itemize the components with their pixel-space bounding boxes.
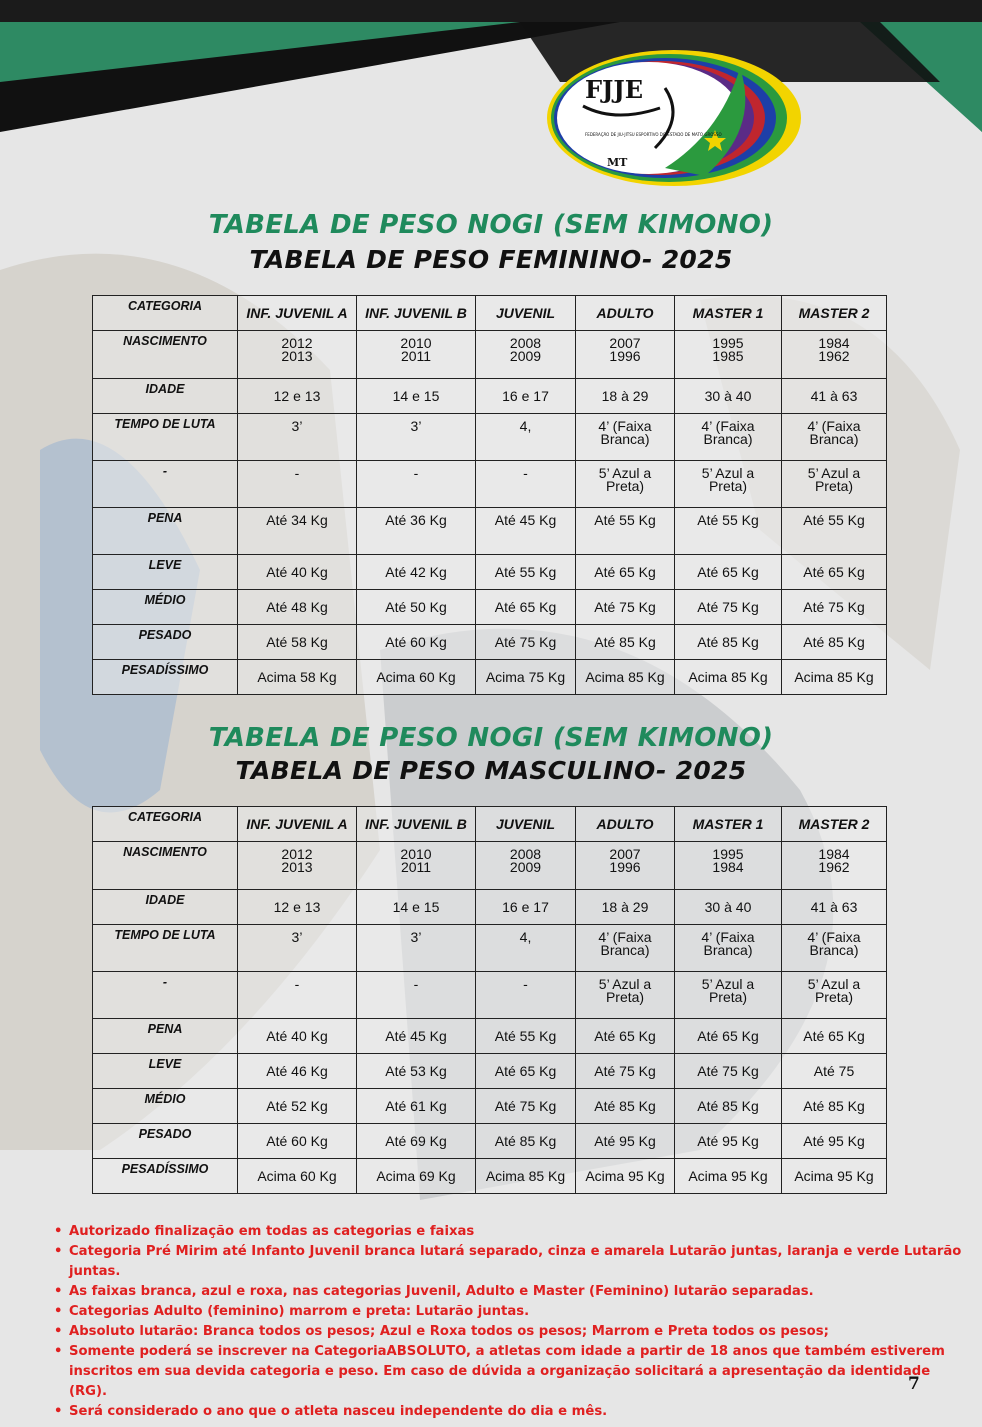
table-cell: 2008 2009 bbox=[476, 331, 576, 379]
table-cell: Até 85 Kg bbox=[782, 1089, 887, 1124]
row-label: NASCIMENTO bbox=[93, 842, 238, 890]
table-cell: Até 65 Kg bbox=[576, 555, 675, 590]
table-cell: 30 à 40 bbox=[675, 379, 782, 414]
table-cell: 1984 1962 bbox=[782, 842, 887, 890]
table-cell: Até 75 Kg bbox=[675, 590, 782, 625]
row-label: NASCIMENTO bbox=[93, 331, 238, 379]
table-cell: 3’ bbox=[238, 414, 357, 461]
row-label: MÉDIO bbox=[93, 590, 238, 625]
female-title-green: TABELA DE PESO NOGI (SEM KIMONO) bbox=[208, 210, 774, 240]
table-row bbox=[93, 925, 887, 972]
row-label: PESADÍSSIMO bbox=[93, 1159, 238, 1194]
male-weight-table bbox=[92, 806, 887, 1194]
table-cell: Até 95 Kg bbox=[576, 1124, 675, 1159]
table-cell: 5’ Azul a Preta) bbox=[576, 461, 675, 508]
header-cell: MASTER 2 bbox=[782, 807, 887, 842]
table-cell: 16 e 17 bbox=[476, 890, 576, 925]
page-number: 7 bbox=[908, 1374, 920, 1394]
table-cell: 2010 2011 bbox=[357, 331, 476, 379]
header-cell: INF. JUVENIL A bbox=[238, 807, 357, 842]
table-cell: Até 95 Kg bbox=[782, 1124, 887, 1159]
table-cell: Até 85 Kg bbox=[576, 1089, 675, 1124]
list-item: • Somente poderá se inscrever na CategoriaABSOLUTO, a atletas com idade a partir de 18 anos que também estiverem inscritos em sua devida categoria e peso. Em caso de dúvida a organização solicitará a apresentação da identidade (RG). bbox=[52, 1342, 962, 1402]
svg-text:FJJE: FJJE bbox=[585, 75, 644, 104]
row-label: LEVE bbox=[93, 1054, 238, 1089]
table-row bbox=[93, 590, 887, 625]
table-cell: 2012 2013 bbox=[238, 842, 357, 890]
table-cell: 2010 2011 bbox=[357, 842, 476, 890]
list-item: • Absoluto lutarão: Branca todos os pesos; Azul e Roxa todos os pesos; Marrom e Preta todos os pesos; bbox=[52, 1322, 962, 1342]
table-cell: 5’ Azul a Preta) bbox=[675, 461, 782, 508]
table-cell: 4, bbox=[476, 414, 576, 461]
table-cell: - bbox=[357, 972, 476, 1019]
table-row bbox=[93, 414, 887, 461]
header-cell: INF. JUVENIL A bbox=[238, 296, 357, 331]
table-cell: - bbox=[238, 461, 357, 508]
table-cell: 41 à 63 bbox=[782, 379, 887, 414]
female-title-black: TABELA DE PESO FEMININO- 2025 bbox=[249, 245, 733, 274]
table-cell: Até 53 Kg bbox=[357, 1054, 476, 1089]
table-cell: Até 65 Kg bbox=[675, 1019, 782, 1054]
table-cell: Acima 85 Kg bbox=[476, 1159, 576, 1194]
table-cell: Até 65 Kg bbox=[782, 1019, 887, 1054]
table-cell: Acima 75 Kg bbox=[476, 660, 576, 695]
row-label: MÉDIO bbox=[93, 1089, 238, 1124]
table-cell: 14 e 15 bbox=[357, 890, 476, 925]
table-cell: Até 69 Kg bbox=[357, 1124, 476, 1159]
rules-notes-list bbox=[52, 1222, 962, 1422]
table-cell: 4’ (Faixa Branca) bbox=[576, 925, 675, 972]
table-cell: 5’ Azul a Preta) bbox=[782, 972, 887, 1019]
table-cell: Até 85 Kg bbox=[476, 1124, 576, 1159]
table-row bbox=[93, 1054, 887, 1089]
list-item: • Categoria Pré Mirim até Infanto Juvenil branca lutará separado, cinza e amarela Lutarão juntas, laranja e verde Lutarão juntas. bbox=[52, 1242, 962, 1282]
table-cell: 5’ Azul a Preta) bbox=[675, 972, 782, 1019]
row-label: PENA bbox=[93, 1019, 238, 1054]
table-row bbox=[93, 842, 887, 890]
table-cell: Acima 95 Kg bbox=[576, 1159, 675, 1194]
row-label: PESADO bbox=[93, 625, 238, 660]
table-cell: 2007 1996 bbox=[576, 842, 675, 890]
table-cell: Acima 60 Kg bbox=[357, 660, 476, 695]
table-cell: Acima 58 Kg bbox=[238, 660, 357, 695]
table-cell: Até 75 Kg bbox=[576, 1054, 675, 1089]
female-weight-table bbox=[92, 295, 887, 695]
header-cell: CATEGORIA bbox=[93, 807, 238, 842]
table-row bbox=[93, 1124, 887, 1159]
table-cell: Até 85 Kg bbox=[576, 625, 675, 660]
table-cell: 5’ Azul a Preta) bbox=[782, 461, 887, 508]
header-cell: CATEGORIA bbox=[93, 296, 238, 331]
table-cell: 16 e 17 bbox=[476, 379, 576, 414]
table-cell: Até 75 Kg bbox=[476, 625, 576, 660]
table-row bbox=[93, 461, 887, 508]
table-cell: Até 58 Kg bbox=[238, 625, 357, 660]
table-cell: Até 50 Kg bbox=[357, 590, 476, 625]
header-cell: ADULTO bbox=[576, 296, 675, 331]
row-label: IDADE bbox=[93, 890, 238, 925]
table-cell: 41 à 63 bbox=[782, 890, 887, 925]
list-item: • As faixas branca, azul e roxa, nas categorias Juvenil, Adulto e Master (Feminino) lutarão separadas. bbox=[52, 1282, 962, 1302]
table-cell: 4, bbox=[476, 925, 576, 972]
table-cell: Até 75 Kg bbox=[476, 1089, 576, 1124]
table-cell: Até 65 Kg bbox=[576, 1019, 675, 1054]
table-row bbox=[93, 890, 887, 925]
male-title-black: TABELA DE PESO MASCULINO- 2025 bbox=[235, 756, 747, 785]
table-cell: Até 60 Kg bbox=[357, 625, 476, 660]
header-cell: MASTER 1 bbox=[675, 807, 782, 842]
header-cell: ADULTO bbox=[576, 807, 675, 842]
table-cell: Acima 85 Kg bbox=[782, 660, 887, 695]
table-cell: 2007 1996 bbox=[576, 331, 675, 379]
table-cell: Até 55 Kg bbox=[576, 508, 675, 555]
header-cell: INF. JUVENIL B bbox=[357, 296, 476, 331]
table-cell: Até 52 Kg bbox=[238, 1089, 357, 1124]
table-cell: Acima 85 Kg bbox=[576, 660, 675, 695]
male-title-green: TABELA DE PESO NOGI (SEM KIMONO) bbox=[208, 723, 774, 753]
table-row bbox=[93, 625, 887, 660]
table-cell: 4’ (Faixa Branca) bbox=[675, 414, 782, 461]
header-cell: MASTER 2 bbox=[782, 296, 887, 331]
table-row bbox=[93, 379, 887, 414]
list-item: • Autorizado finalização em todas as categorias e faixas bbox=[52, 1222, 962, 1242]
table-cell: Até 40 Kg bbox=[238, 555, 357, 590]
table-cell: Até 55 Kg bbox=[476, 555, 576, 590]
row-label: TEMPO DE LUTA bbox=[93, 414, 238, 461]
table-cell: Até 48 Kg bbox=[238, 590, 357, 625]
table-cell: 3’ bbox=[357, 414, 476, 461]
table-cell: Até 45 Kg bbox=[476, 508, 576, 555]
table-cell: Até 42 Kg bbox=[357, 555, 476, 590]
table-cell: Até 75 bbox=[782, 1054, 887, 1089]
table-cell: 18 à 29 bbox=[576, 890, 675, 925]
table-cell: 3’ bbox=[238, 925, 357, 972]
table-cell: 30 à 40 bbox=[675, 890, 782, 925]
table-cell: Até 55 Kg bbox=[476, 1019, 576, 1054]
table-cell: 12 e 13 bbox=[238, 890, 357, 925]
table-cell: 12 e 13 bbox=[238, 379, 357, 414]
table-row bbox=[93, 1019, 887, 1054]
table-cell: 4’ (Faixa Branca) bbox=[576, 414, 675, 461]
svg-text:FEDERAÇÃO DE JIU-JITSU ESPORTI: FEDERAÇÃO DE JIU-JITSU ESPORTIVO DO ESTADO DE MATO GROSSO bbox=[585, 132, 722, 137]
table-cell: Até 36 Kg bbox=[357, 508, 476, 555]
svg-text:MT: MT bbox=[607, 156, 628, 169]
table-cell: 1984 1962 bbox=[782, 331, 887, 379]
table-cell: 5’ Azul a Preta) bbox=[576, 972, 675, 1019]
table-row bbox=[93, 508, 887, 555]
table-cell: Até 45 Kg bbox=[357, 1019, 476, 1054]
table-cell: Até 85 Kg bbox=[675, 1089, 782, 1124]
table-cell: Até 61 Kg bbox=[357, 1089, 476, 1124]
table-cell: Acima 85 Kg bbox=[675, 660, 782, 695]
table-cell: Acima 95 Kg bbox=[675, 1159, 782, 1194]
table-cell: Até 46 Kg bbox=[238, 1054, 357, 1089]
table-cell: 2012 2013 bbox=[238, 331, 357, 379]
table-row bbox=[93, 972, 887, 1019]
table-cell: Até 75 Kg bbox=[675, 1054, 782, 1089]
table-cell: Até 55 Kg bbox=[675, 508, 782, 555]
row-label: - bbox=[93, 972, 238, 1019]
table-row bbox=[93, 555, 887, 590]
list-item: • Será considerado o ano que o atleta nasceu independente do dia e mês. bbox=[52, 1402, 962, 1422]
table-header-row bbox=[93, 296, 887, 331]
table-cell: - bbox=[357, 461, 476, 508]
table-header-row bbox=[93, 807, 887, 842]
list-item: • Categorias Adulto (feminino) marrom e preta: Lutarão juntas. bbox=[52, 1302, 962, 1322]
table-cell: 1995 1984 bbox=[675, 842, 782, 890]
row-label: IDADE bbox=[93, 379, 238, 414]
table-cell: Acima 60 Kg bbox=[238, 1159, 357, 1194]
table-cell: Acima 95 Kg bbox=[782, 1159, 887, 1194]
table-cell: Até 34 Kg bbox=[238, 508, 357, 555]
table-cell: 4’ (Faixa Branca) bbox=[675, 925, 782, 972]
table-row bbox=[93, 660, 887, 695]
row-label: TEMPO DE LUTA bbox=[93, 925, 238, 972]
header-cell: JUVENIL bbox=[476, 296, 576, 331]
table-cell: Até 75 Kg bbox=[576, 590, 675, 625]
table-cell: Até 65 Kg bbox=[675, 555, 782, 590]
table-cell: Até 65 Kg bbox=[476, 590, 576, 625]
table-cell: 14 e 15 bbox=[357, 379, 476, 414]
table-cell: 1995 1985 bbox=[675, 331, 782, 379]
table-cell: Até 65 Kg bbox=[782, 555, 887, 590]
row-label: PESADÍSSIMO bbox=[93, 660, 238, 695]
table-cell: Até 85 Kg bbox=[675, 625, 782, 660]
table-row bbox=[93, 1159, 887, 1194]
table-cell: - bbox=[238, 972, 357, 1019]
header-cell: INF. JUVENIL B bbox=[357, 807, 476, 842]
table-cell: Até 75 Kg bbox=[782, 590, 887, 625]
table-cell: Até 95 Kg bbox=[675, 1124, 782, 1159]
table-cell: 2008 2009 bbox=[476, 842, 576, 890]
table-cell: 4’ (Faixa Branca) bbox=[782, 925, 887, 972]
header-cell: MASTER 1 bbox=[675, 296, 782, 331]
row-label: PESADO bbox=[93, 1124, 238, 1159]
table-cell: Até 40 Kg bbox=[238, 1019, 357, 1054]
row-label: PENA bbox=[93, 508, 238, 555]
row-label: LEVE bbox=[93, 555, 238, 590]
table-row bbox=[93, 1089, 887, 1124]
fjje-logo bbox=[545, 48, 803, 188]
top-dark-bar bbox=[0, 0, 982, 22]
table-cell: Até 65 Kg bbox=[476, 1054, 576, 1089]
row-label: - bbox=[93, 461, 238, 508]
table-cell: Até 55 Kg bbox=[782, 508, 887, 555]
table-cell: 18 à 29 bbox=[576, 379, 675, 414]
table-cell: 4’ (Faixa Branca) bbox=[782, 414, 887, 461]
table-cell: Até 85 Kg bbox=[782, 625, 887, 660]
table-row bbox=[93, 331, 887, 379]
table-cell: 3’ bbox=[357, 925, 476, 972]
table-cell: Até 60 Kg bbox=[238, 1124, 357, 1159]
table-cell: - bbox=[476, 972, 576, 1019]
table-cell: - bbox=[476, 461, 576, 508]
table-cell: Acima 69 Kg bbox=[357, 1159, 476, 1194]
header-cell: JUVENIL bbox=[476, 807, 576, 842]
